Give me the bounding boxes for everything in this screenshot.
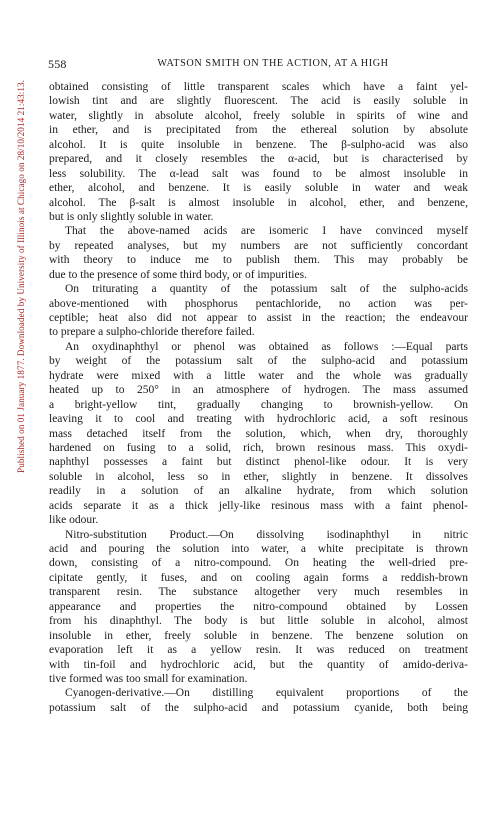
text-line-content: tive formed was too small for examination. [49,672,248,685]
text-line [49,672,468,686]
text-line [49,210,468,224]
text-line [49,196,468,210]
text-line [49,686,468,700]
text-line-content: Cyanogen-derivative.—On distilling equivalent proportions of the [65,687,468,700]
text-line-content: naphthyl possesses a faint but distinct phenol-like odour. It is very [49,456,468,469]
text-line [49,181,468,195]
text-line-content: due to the presence of some third body, or of impurities. [49,268,307,281]
text-line [49,629,468,643]
text-line [49,585,468,599]
text-line-content: On triturating a quantity of the potassium salt of the sulpho-acids [65,283,468,296]
text-line-content: a bright-yellow tint, gradually changing to brownish-yellow. On [49,398,468,411]
text-line [49,109,468,123]
text-line-content: An oxydinaphthyl or phenol was obtained as follows :—Equal parts [65,340,468,353]
text-line-content: readily in a solution of an alkaline hydrate, from which solution [49,485,468,498]
text-line [49,297,468,311]
text-line [49,354,468,368]
text-line-content: with tin-foil and hydrochloric acid, but the quantity of amido-deriva- [49,658,468,671]
text-line-content: ceptible; heat also did not appear to assist in the reaction; the endeavour [49,312,468,324]
text-line [49,224,468,238]
text-line-content: That the above-named acids are isomeric I have convinced myself [65,225,468,238]
text-line-content: mass detached itself from the solution, which, when dry, thoroughly [49,427,468,440]
text-line [49,282,468,296]
text-line [49,94,468,108]
text-line [49,412,468,426]
text-line-content: insoluble in ether, freely soluble in benzene. The benzene solution on [49,629,468,642]
text-line [49,556,468,570]
text-line [49,427,468,441]
text-line-content: soluble in alcohol, less so in ether, slightly in benzene. It dissolves [49,470,468,483]
text-line-content: acids separate it as a thick jelly-like resinous mass with a faint phenol- [49,499,468,512]
text-line-content: alcohol. The β-salt is almost insoluble in alcohol, ether, and benzene, [49,196,468,209]
text-line-content: lowish tint and are slightly fluorescent. The acid is easily soluble in [49,95,468,108]
text-line [49,239,468,253]
text-line-content: leaving it to cool and treating with hydrochloric acid, a soft resinous [49,413,468,426]
text-line-content: heated up to 250° in an atmosphere of hydrogen. The mass assumed [49,384,468,397]
text-line-content: like odour. [49,514,99,527]
page-header [48,57,468,73]
text-line-content: above-mentioned with phosphorus pentachloride, no action was per- [49,297,468,310]
text-line [49,340,468,354]
text-line-content: evaporation left it as a yellow resin. It was reduced on treatment [49,644,468,657]
text-line [49,123,468,137]
text-line-content: alcohol. It is quite insoluble in benzene. The β-sulpho-acid was also [49,138,468,151]
text-line-content: water, slightly in absolute alcohol, freely soluble in spirits of wine and [49,109,468,122]
text-line-content: acid and pouring the solution into water, a white precipitate is thrown [49,543,468,555]
text-line [49,658,468,672]
text-line [49,528,468,542]
text-line [49,701,468,715]
text-line-content: prepared, and it closely resembles the α-acid, but is characterised by [49,153,468,166]
text-line [49,138,468,152]
text-line-content: cipitate gently, it fuses, and on cooling again forms a reddish-brown [49,571,468,584]
text-line [49,441,468,455]
download-notice-text: Published on 01 January 1877. Downloaded by University of Illinois at Chicago on 28/10/2014 21:43:13. [16,80,26,473]
text-line [49,499,468,513]
text-line [49,470,468,484]
text-line [49,325,468,339]
text-line-content: from his dinaphthyl. The body is but little soluble in alcohol, almost [49,615,468,628]
text-line-content: obtained consisting of little transparent scales which have a faint yel- [49,81,468,93]
download-notice [3,80,26,540]
text-line [49,484,468,498]
text-line [49,398,468,412]
text-line-content: down, consisting of a nitro-compound. On heating the well-dried pre- [49,557,468,570]
text-line-content: potassium salt of the sulpho-acid and potassium cyanide, both being [49,701,468,714]
text-line [49,152,468,166]
text-line-content: by repeated analyses, but my numbers are not sufficiently concordant [49,239,468,252]
text-line [49,513,468,527]
text-line-content: hardened on fusing to a solid, rich, brown resinous mass. This oxydi- [49,441,468,454]
text-line-content: appearance and properties the nitro-compound obtained by Lossen [49,600,468,613]
text-line-content: less solubility. The α-lead salt was found to be almost insoluble in [49,167,468,180]
text-line [49,80,468,94]
text-line [49,643,468,657]
text-line-content: in ether, and is precipitated from the ethereal solution by absolute [49,124,468,137]
text-line [49,600,468,614]
text-line [49,167,468,181]
article-body [49,80,468,715]
text-line [49,455,468,469]
page-number: 558 [48,57,67,71]
text-line [49,542,468,556]
text-line-content: Nitro-substitution Product.—On dissolving isodinaphthyl in nitric [65,528,468,541]
text-line [49,253,468,267]
running-head: WATSON SMITH ON THE ACTION, AT A HIGH [157,58,389,69]
text-line-content: hydrate were mixed with a little water and the whole was gradually [49,369,468,382]
text-line [49,571,468,585]
text-line-content: ether, alcohol, and benzene. It is easily soluble in water and weak [49,182,468,195]
text-line [49,311,468,325]
text-line [49,383,468,397]
text-line [49,614,468,628]
text-line-content: transparent resin. The substance altogether very much resembles in [49,586,468,599]
text-line-content: with theory to induce me to publish them. This may probably be [49,254,468,267]
text-line [49,369,468,383]
text-line-content: to prepare a sulpho-chloride therefore failed. [49,326,255,339]
text-line-content: but is only slightly soluble in water. [49,210,214,223]
text-line-content: by weight of the potassium salt of the sulpho-acid and potassium [49,355,468,368]
text-line [49,268,468,282]
